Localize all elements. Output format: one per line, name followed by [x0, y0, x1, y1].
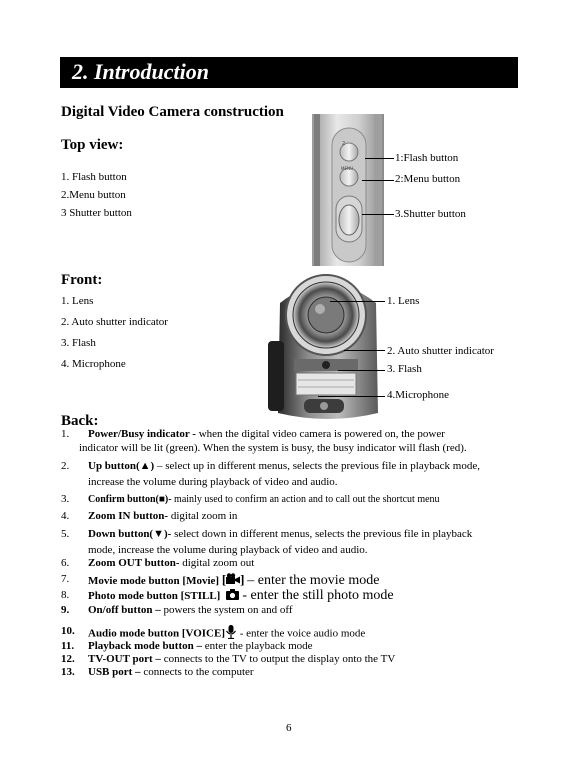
item-description: enter the playback mode [202, 640, 313, 652]
front-item: 2. Auto shutter indicator [61, 316, 168, 328]
item-description: digital zoom out [179, 557, 255, 569]
item-number: 5. [61, 528, 70, 540]
item-number: 1. [61, 428, 70, 440]
item-description: - enter the still photo mode [238, 588, 394, 604]
item-title: Audio mode button [VOICE] [88, 627, 225, 640]
item-title: Power/Busy indicator - [88, 428, 196, 440]
item-description: connects to the TV to output the display onto the TV [160, 653, 396, 665]
item-title: Playback mode button – [88, 640, 202, 652]
page-heading: Digital Video Camera construction [61, 104, 284, 120]
item-number: 8. [61, 589, 70, 601]
camera-front-view-photo [268, 273, 386, 423]
item-title: TV-OUT port – [88, 653, 161, 665]
item-number: 11. [61, 640, 75, 652]
back-item-continued: increase the volume during playback of video and audio. [88, 476, 338, 488]
callout-line [365, 158, 394, 159]
item-description: select down in different menus, selects the previous file in playback [171, 528, 473, 540]
callout-line [318, 396, 385, 397]
top-view-callout: 3.Shutter button [395, 208, 466, 220]
callout-line [344, 350, 385, 351]
top-view-callout: 1:Flash button [395, 152, 459, 164]
page-number: 6 [286, 722, 292, 734]
section-title: 2. Introduction [72, 59, 209, 84]
item-description: – enter the movie mode [247, 573, 380, 588]
callout-line [362, 214, 394, 215]
item-description: powers the system on and off [160, 604, 293, 616]
item-description: mainly used to confirm an action and to call out the shortcut menu [171, 494, 440, 505]
item-title: USB port – [88, 666, 141, 678]
front-heading: Front: [61, 272, 103, 288]
item-number: 10. [61, 625, 75, 637]
svg-text:MENU: MENU [341, 166, 353, 171]
item-number: 12. [61, 653, 75, 665]
item-description: - enter the voice audio mode [237, 627, 366, 640]
item-title: Confirm button(■)- [88, 494, 172, 505]
camera-top-view-photo [312, 114, 384, 266]
front-callout: 1. Lens [387, 295, 420, 307]
item-number: 9. [61, 604, 70, 616]
front-item: 1. Lens [61, 295, 94, 307]
item-number: 3. [61, 493, 70, 505]
item-title: Zoom IN button- [88, 510, 169, 522]
callout-line [362, 180, 394, 181]
front-item: 4. Microphone [61, 358, 126, 370]
front-callout: 4.Microphone [387, 389, 450, 401]
item-title: On/off button – [88, 604, 161, 616]
item-number: 13. [61, 666, 75, 678]
front-callout: 3. Flash [387, 363, 422, 375]
top-view-item: 1. Flash button [61, 171, 127, 183]
svg-text:2: 2 [342, 141, 346, 147]
front-item: 3. Flash [61, 337, 96, 349]
section-title-bar [60, 57, 518, 88]
item-number: 7. [61, 573, 70, 585]
callout-line [330, 301, 385, 302]
item-number: 2. [61, 460, 70, 472]
item-title: Up button(▲) [88, 460, 155, 472]
callout-line [338, 370, 385, 371]
top-view-item: 3 Shutter button [61, 207, 132, 219]
front-callout: 2. Auto shutter indicator [387, 345, 494, 357]
back-item-continued: indicator will be lit (green). When the system is busy, the busy indicator will flash (red). [79, 442, 467, 454]
photo-camera-icon [226, 589, 239, 604]
back-heading: Back: [61, 413, 99, 429]
item-title: Photo mode button [STILL] [88, 590, 221, 603]
top-view-callout: 2:Menu button [395, 173, 461, 185]
item-title: Down button(▼)- [88, 528, 172, 540]
top-view-item: 2.Menu button [61, 189, 126, 201]
back-item-continued: mode, increase the volume during playback of video and audio. [88, 544, 368, 556]
item-number: 6. [61, 557, 70, 569]
item-description: – select up in different menus, selects the previous file in playback mode, [154, 460, 480, 472]
item-title: Zoom OUT button- [88, 557, 180, 569]
top-view-heading: Top view: [61, 137, 124, 153]
item-title: Movie mode button [Movie] [88, 575, 220, 587]
item-description: when the digital video camera is powered on, the power [195, 428, 445, 440]
item-description: connects to the computer [140, 666, 254, 678]
item-number: 4. [61, 510, 70, 522]
item-description: digital zoom in [168, 510, 238, 522]
